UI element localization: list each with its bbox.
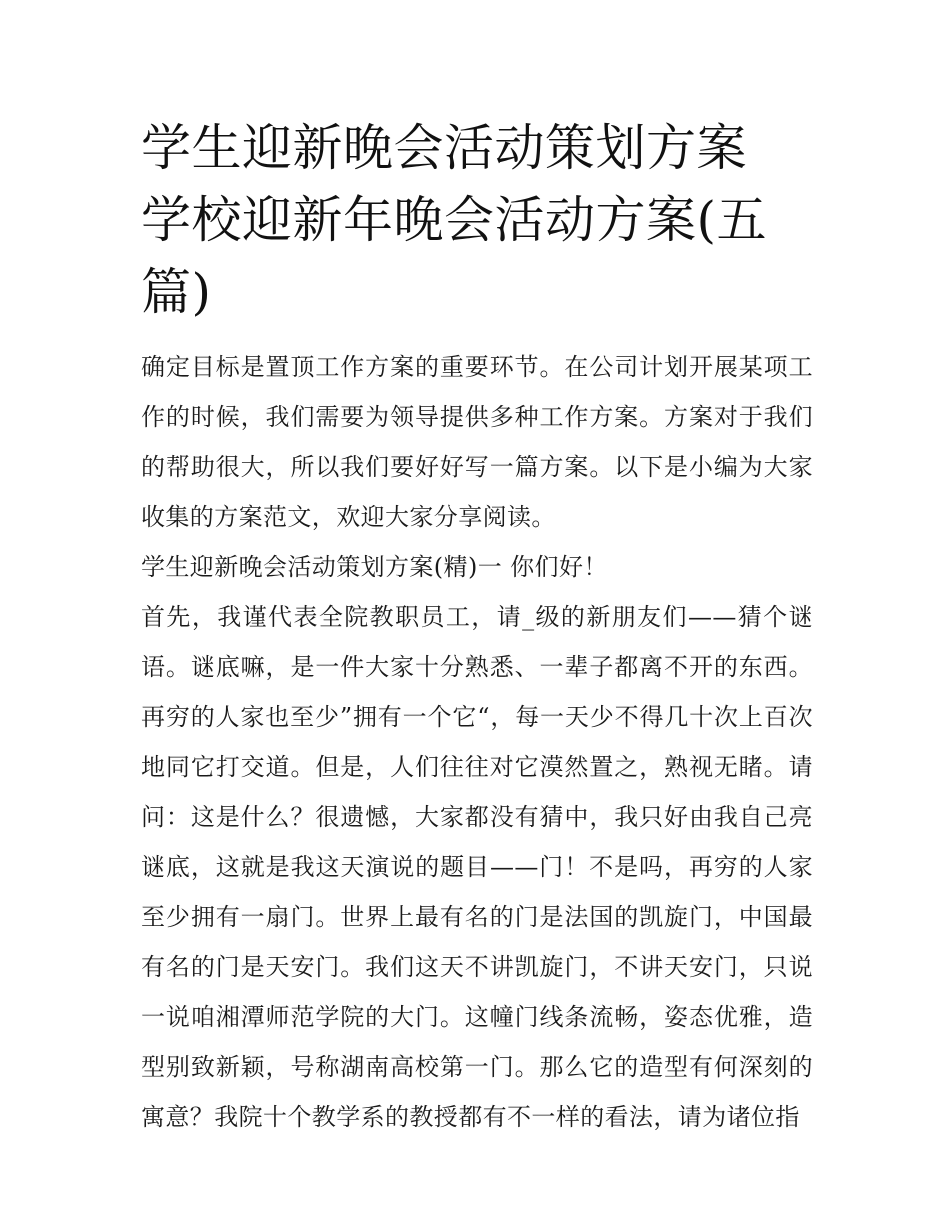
paragraph-speech: 首先，我谨代表全院教职员工，请_级的新朋友们——猜个谜语。谜底嘛，是一件大家十分熟悉、一辈子都离不开的东西。再穷的人家也至少”拥有一个它“，每一天少不得几十次上百次地同它打交道。但是，人们往往对它漠然置之，熟视无睹。请问：这是什么？很遗憾，大家都没有猜中，我只好由我自己亮谜底，这就是我这天演说的题目——门！不是吗，再穷的人家至少拥有一扇门。世界上最有名的门是法国的凯旋门，中国最有名的门是天安门。我们这天不讲凯旋门，不讲天安门，只说一说咱湘潭师范学院的大门。这幢门线条流畅，姿态优雅，造型别致新颖，号称湖南高校第一门。那么它的造型有何深刻的寓意？我院十个教学系的教授都有不一样的看法，请为诸位指 <box>141 603 813 1131</box>
paragraph-intro: 确定目标是置顶工作方案的重要环节。在公司计划开展某项工作的时候，我们需要为领导提供多种工作方案。方案对于我们的帮助很大，所以我们要好好写一篇方案。以下是小编为大家收集的方案范文，欢迎大家分享阅读。 <box>141 353 813 531</box>
document-body <box>141 342 813 1142</box>
document-title: 学生迎新晚会活动策划方案 学校迎新年晚会活动方案(五篇) <box>141 119 768 321</box>
document-content <box>141 112 813 1142</box>
paragraph-section-heading: 学生迎新晚会活动策划方案(精)一 你们好！ <box>141 553 608 581</box>
